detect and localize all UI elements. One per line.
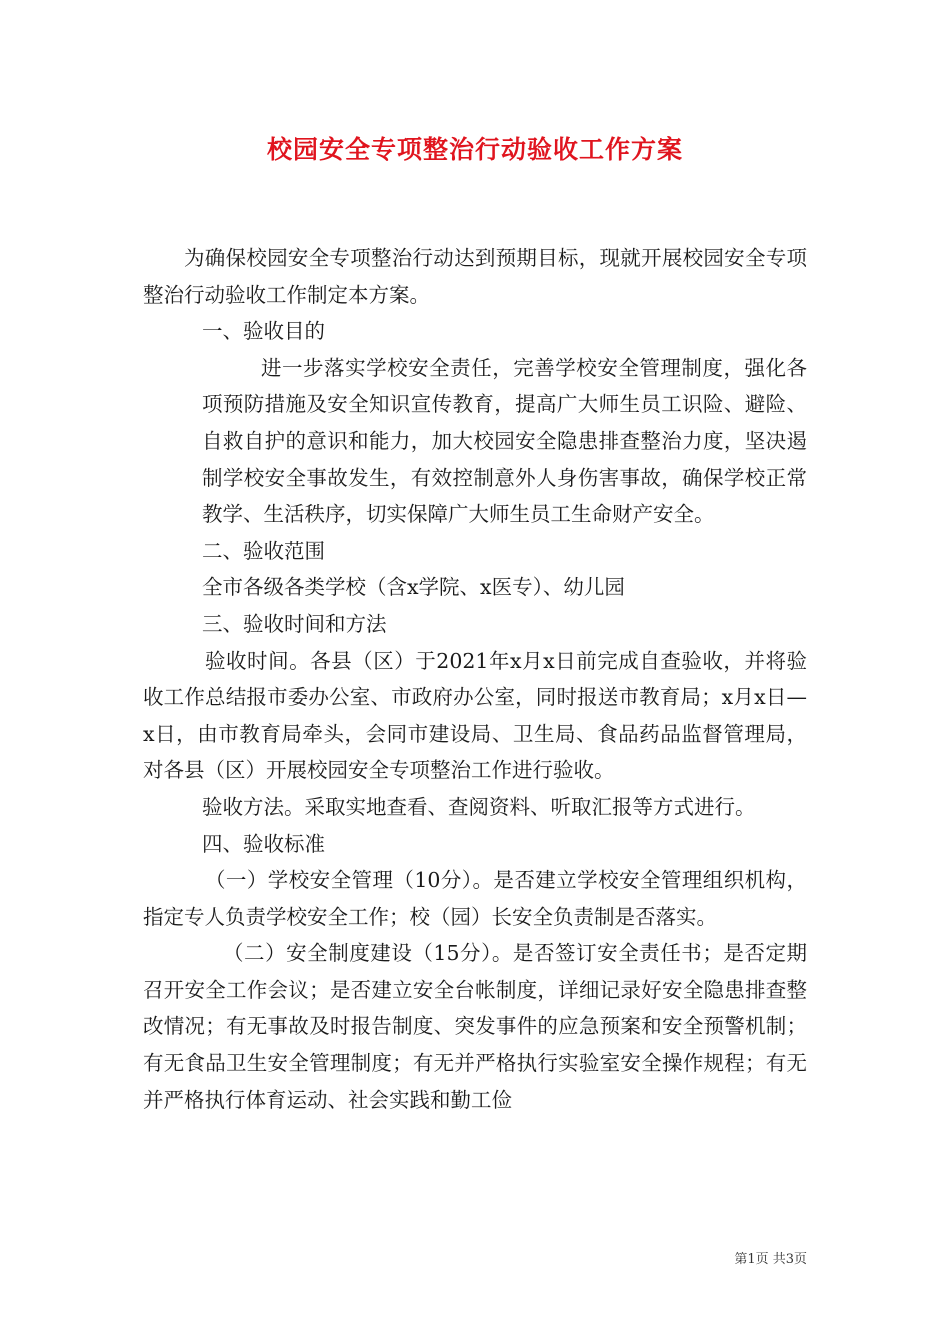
page-number: 第1页 共3页: [734, 1252, 807, 1267]
method-paragraph: 验收方法。采取实地查看、查阅资料、听取汇报等方式进行。: [202, 794, 756, 819]
section-heading-time-method: 三、验收时间和方法: [202, 611, 387, 636]
scope-paragraph: 全市各级各类学校（含x学院、x医专）、幼儿园: [202, 575, 625, 600]
section-heading-purpose: 一、验收目的: [202, 319, 325, 344]
intro-paragraph: 为确保校园安全专项整治行动达到预期目标，现就开展校园安全专项整治行动验收工作制定本方案。: [143, 246, 807, 307]
standard-item-2: （二）安全制度建设（15分）。是否签订安全责任书；是否定期召开安全工作会议；是否建立安全台帐制度，详细记录好安全隐患排查整改情况；有无事故及时报告制度、突发事件的应急预案和安全预警机制；有无食品卫生安全管理制度；有无并严格执行实验室安全操作规程；有无并严格执行体育运动、社会实践和勤工俭: [143, 941, 807, 1112]
section-heading-scope: 二、验收范围: [202, 538, 325, 563]
time-paragraph: 验收时间。各县（区）于2021年x月x日前完成自查验收，并将验收工作总结报市委办公室、市政府办公室，同时报送市教育局；x月x日—x日，由市教育局牵头，会同市建设局、卫生局、食品药品监督管理局，对各县（区）开展校园安全专项整治工作进行验收。: [143, 648, 807, 783]
standard-item-1: （一）学校安全管理（10分）。是否建立学校安全管理组织机构，指定专人负责学校安全工作；校（园）长安全负责制是否落实。: [143, 868, 807, 929]
section-heading-standards: 四、验收标准: [202, 831, 325, 856]
document-title: 校园安全专项整治行动验收工作方案: [266, 135, 683, 164]
document-body: [143, 240, 807, 1118]
purpose-paragraph: 进一步落实学校安全责任，完善学校安全管理制度，强化各项预防措施及安全知识宣传教育，提高广大师生员工识险、避险、自救自护的意识和能力，加大校园安全隐患排查整治力度，坚决遏制学校安全事故发生，有效控制意外人身伤害事故，确保学校正常教学、生活秩序，切实保障广大师生员工生命财产安全。: [202, 355, 807, 527]
